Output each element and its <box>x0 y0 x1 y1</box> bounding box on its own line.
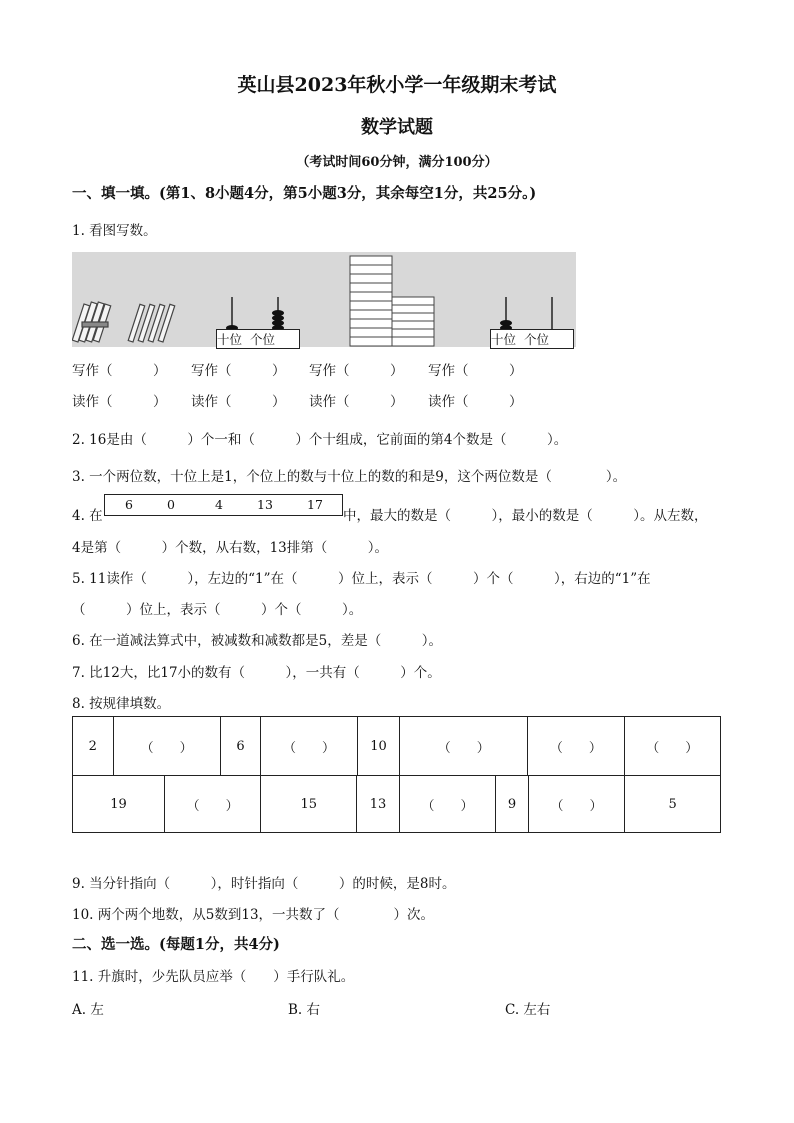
ones-label: 个位 <box>523 332 549 347</box>
question-10: 10. 两个两个地数，从5数到13，一共数了（ ）次。 <box>72 907 435 923</box>
read-answer-1[interactable]: 读作（ ） <box>72 394 167 410</box>
abacus-2-icon <box>500 297 552 332</box>
read-answer-3[interactable]: 读作（ ） <box>309 394 404 410</box>
exam-title: 英山县2023年秋小学一年级期末考试 <box>237 74 557 96</box>
seq-cell: 13 <box>357 776 400 833</box>
option-c[interactable]: C. 左右 <box>505 1002 551 1018</box>
question-5-line1: 5. 11读作（ ），左边的“1”在（ ）位上，表示（ ）个（ ），右边的“1”在 <box>72 571 651 587</box>
question-4-line2: 4是第（ ）个数，从右数，13排第（ ）。 <box>72 540 389 556</box>
question-8: 8. 按规律填数。 <box>72 696 171 712</box>
sequence-table <box>72 716 721 776</box>
number-item: 4 <box>215 497 223 512</box>
number-item: 6 <box>125 497 133 512</box>
ones-label: 个位 <box>249 332 275 347</box>
write-answer-3[interactable]: 写作（ ） <box>309 363 404 379</box>
section1-heading: 一、填一填。(第1、8小题4分，第5小题3分，其余每空1分，共25分。) <box>72 185 537 202</box>
tens-label: 十位 <box>491 332 517 347</box>
seq-cell: 19 <box>73 776 165 833</box>
option-a[interactable]: A. 左 <box>72 1002 104 1018</box>
seq-cell: 2 <box>73 717 114 776</box>
seq-cell: 15 <box>261 776 357 833</box>
abacus-2-label <box>490 329 574 349</box>
write-answer-2[interactable]: 写作（ ） <box>191 363 286 379</box>
question-4-suffix: 中，最大的数是（ ），最小的数是（ ）。从左数， <box>343 508 708 524</box>
table-row <box>73 776 721 833</box>
number-box <box>104 494 343 516</box>
exam-note: （考试时间60分钟，满分100分） <box>296 155 498 170</box>
seq-blank[interactable]: （ ） <box>261 717 357 776</box>
number-item: 0 <box>167 497 175 512</box>
seq-cell: 9 <box>496 776 529 833</box>
write-answer-1[interactable]: 写作（ ） <box>72 363 167 379</box>
question-3: 3. 一个两位数，十位上是1，个位上的数与十位上的数的和是9，这个两位数是（ ）。 <box>72 469 627 485</box>
question-11: 11. 升旗时，少先队员应举（ ）手行队礼。 <box>72 969 355 985</box>
tens-label: 十位 <box>217 332 243 347</box>
question-9: 9. 当分针指向（ ），时针指向（ ）的时候，是8时。 <box>72 876 456 892</box>
number-item: 13 <box>257 497 273 512</box>
question-6: 6. 在一道减法算式中，被减数和减数都是5，差是（ ）。 <box>72 633 443 649</box>
read-answer-2[interactable]: 读作（ ） <box>191 394 286 410</box>
abacus-1-label <box>216 329 300 349</box>
seq-cell: 10 <box>357 717 400 776</box>
question-7: 7. 比12大，比17小的数有（ ），一共有（ ）个。 <box>72 665 441 681</box>
question-2: 2. 16是由（ ）个一和（ ）个十组成，它前面的第4个数是（ ）。 <box>72 432 568 448</box>
read-answer-4[interactable]: 读作（ ） <box>428 394 523 410</box>
seq-cell: 6 <box>220 717 261 776</box>
exam-subtitle: 数学试题 <box>361 117 433 138</box>
number-item: 17 <box>307 497 323 512</box>
abacus-1-icon <box>226 297 284 332</box>
seq-blank[interactable]: （ ） <box>528 776 624 833</box>
seq-blank[interactable]: （ ） <box>113 717 220 776</box>
question-1: 1. 看图写数。 <box>72 223 157 239</box>
seq-blank[interactable]: （ ） <box>528 717 624 776</box>
table-row <box>73 717 721 776</box>
write-answer-4[interactable]: 写作（ ） <box>428 363 523 379</box>
question-4-prefix: 4. 在 <box>72 508 103 524</box>
stick-bundle-icon <box>72 302 110 342</box>
single-sticks-icon <box>128 304 174 342</box>
section2-heading: 二、选一选。(每题1分，共4分) <box>72 936 280 953</box>
seq-blank[interactable]: （ ） <box>400 717 528 776</box>
seq-blank[interactable]: （ ） <box>624 717 720 776</box>
question-5-line2: （ ）位上，表示（ ）个（ ）。 <box>72 602 363 618</box>
seq-cell: 5 <box>625 776 721 833</box>
sequence-table-row2 <box>72 775 721 833</box>
option-b[interactable]: B. 右 <box>288 1002 321 1018</box>
q1-figure <box>72 252 576 347</box>
seq-blank[interactable]: （ ） <box>164 776 260 833</box>
block-stacks-icon <box>350 256 434 346</box>
seq-blank[interactable]: （ ） <box>399 776 495 833</box>
